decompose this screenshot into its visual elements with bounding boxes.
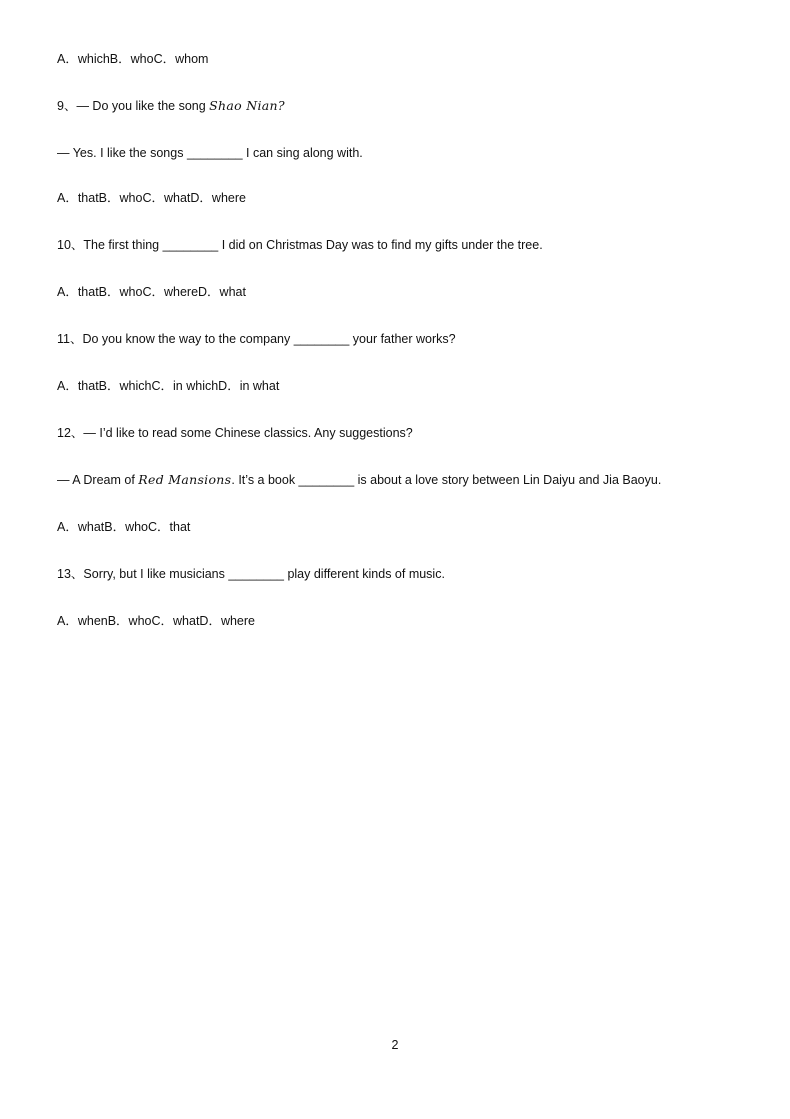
q12-options: A．whatB．whoC．that	[57, 520, 191, 534]
q9-question-text: 9、— Do you like the song	[57, 99, 210, 113]
q12-answer-end: . It’s a book ________ is about a love story between Lin Daiyu and Jia Baoyu.	[231, 473, 662, 487]
q11-options: A．thatB．whichC．in whichD．in what	[57, 379, 280, 393]
q10-question: 10、The first thing ________ I did on Christmas Day was to find my gifts under the tree.	[57, 238, 543, 252]
q12-question: 12、— I’d like to read some Chinese classics. Any suggestions?	[57, 426, 413, 440]
q13-question: 13、Sorry, but I like musicians ________ play different kinds of music.	[57, 567, 445, 581]
q12-answer-line	[57, 472, 661, 488]
q10-options: A．thatB．whoC．whereD．what	[57, 285, 246, 299]
q9-options: A．thatB．whoC．whatD．where	[57, 191, 246, 205]
q11-question: 11、Do you know the way to the company ________ your father works?	[57, 332, 456, 346]
q12-answer-start: — A Dream of	[57, 473, 139, 487]
q9-question	[57, 98, 285, 114]
q8-options: A．whichB．whoC．whom	[57, 52, 209, 66]
q9-answer-line: — Yes. I like the songs ________ I can sing along with.	[57, 146, 363, 160]
q12-book-title: Red Mansions	[138, 472, 232, 487]
page-number: 2	[391, 1038, 399, 1052]
q13-options: A．whenB．whoC．whatD．where	[57, 614, 255, 628]
q9-song-title: Shao Nian?	[209, 98, 285, 113]
